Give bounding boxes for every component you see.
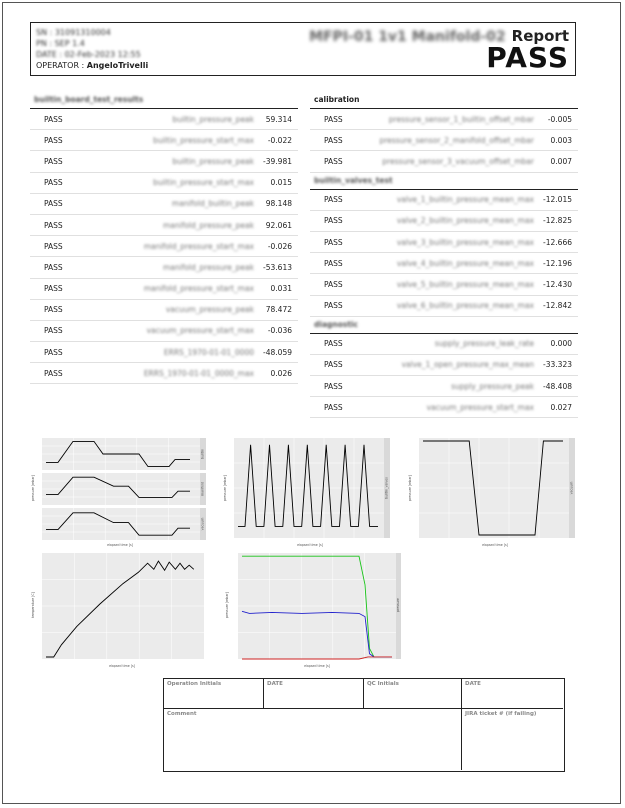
value-cell: -12.430 — [543, 279, 572, 289]
name-cell: vacuum_pressure_peak — [165, 305, 254, 315]
status-cell: PASS — [324, 301, 343, 311]
x-axis-label: elapsed time [s] — [297, 543, 323, 547]
status-cell: PASS — [324, 258, 343, 268]
operator-label: OPERATOR : — [36, 61, 87, 70]
table-row — [30, 363, 298, 384]
diagnostics-title: diagnostic — [310, 317, 578, 334]
table-row — [310, 253, 578, 274]
table-row — [30, 109, 298, 130]
value-cell: -12.196 — [543, 258, 572, 268]
status-cell: PASS — [44, 135, 63, 145]
table-row — [310, 397, 578, 418]
name-cell: valve_2_builtin_pressure_mean_max — [396, 216, 534, 226]
value-cell: -53.613 — [263, 262, 292, 272]
value-cell: -0.036 — [267, 326, 292, 336]
status-cell: PASS — [44, 178, 63, 188]
table-row — [30, 194, 298, 215]
value-cell: 92.061 — [265, 220, 292, 230]
name-cell: builtin_pressure_peak — [172, 156, 254, 166]
name-cell: valve_1_builtin_pressure_mean_max — [396, 195, 534, 205]
value-cell: 98.148 — [265, 199, 292, 209]
facet-label: builtin — [200, 449, 205, 459]
name-cell: valve_3_builtin_pressure_mean_max — [396, 237, 534, 247]
table-row — [310, 151, 578, 172]
name-cell: pressure_sensor_1_builtin_offset_mbar — [388, 114, 534, 124]
y-axis-label: temperature [C] — [31, 592, 35, 618]
table-row — [310, 130, 578, 151]
y-axis-label: pressure [mbar] — [408, 475, 412, 501]
status-cell: PASS — [324, 237, 343, 247]
qc-initials-cell[interactable]: QC Initials — [364, 679, 462, 709]
status-cell: PASS — [44, 220, 63, 230]
name-cell: manifold_pressure_start_max — [143, 284, 254, 294]
x-axis-label: elapsed time [s] — [482, 543, 508, 547]
name-cell: valve_6_builtin_pressure_mean_max — [396, 301, 534, 311]
value-cell: -12.666 — [543, 237, 572, 247]
value-cell: -0.026 — [267, 241, 292, 251]
status-cell: PASS — [324, 339, 343, 349]
part-number: PN : SEP 1.4 — [36, 39, 85, 48]
x-axis-label: elapsed time [s] — [107, 543, 133, 547]
x-axis-label: elapsed time [s] — [304, 664, 330, 668]
value-cell: -0.022 — [267, 135, 292, 145]
name-cell: ERRS_1970-01-01_0000 — [163, 347, 254, 357]
status-cell: PASS — [324, 114, 343, 124]
table-row — [30, 279, 298, 300]
status-cell: PASS — [324, 216, 343, 226]
facet-label: pressure — [396, 598, 400, 612]
table-row — [310, 232, 578, 253]
serial-number: SN : 31091310004 — [36, 28, 111, 37]
name-cell: valve_5_builtin_pressure_mean_max — [396, 279, 534, 289]
value-cell: -33.323 — [543, 360, 572, 370]
chart-vacuum-pressure — [407, 432, 577, 550]
name-cell: supply_pressure_peak — [451, 381, 534, 391]
chart-temperature — [30, 549, 208, 671]
table-row — [310, 274, 578, 295]
header-title — [309, 27, 569, 74]
value-cell: -39.981 — [263, 156, 292, 166]
value-cell: -12.842 — [543, 301, 572, 311]
table-row — [30, 215, 298, 236]
facet-label: vacuum — [569, 481, 574, 495]
name-cell: manifold_pressure_start_max — [143, 241, 254, 251]
facet-label: vacuum — [200, 517, 205, 531]
status-cell: PASS — [324, 195, 343, 205]
status-cell: PASS — [324, 381, 343, 391]
right-results-table — [310, 92, 578, 418]
status-cell: PASS — [324, 360, 343, 370]
name-cell: vacuum_pressure_start_max — [426, 402, 534, 412]
result-badge: PASS — [486, 41, 569, 74]
calibration-title: calibration — [310, 92, 578, 109]
table-row — [30, 173, 298, 194]
status-cell: PASS — [44, 241, 63, 251]
name-cell: pressure_sensor_2_manifold_offset_mbar — [379, 135, 534, 145]
value-cell: 0.031 — [270, 284, 292, 294]
status-cell: PASS — [324, 402, 343, 412]
report-label: Report — [511, 27, 569, 45]
operation-initials-cell[interactable]: Operation Initials — [164, 679, 264, 709]
status-cell: PASS — [44, 284, 63, 294]
value-cell: 78.472 — [265, 305, 292, 315]
name-cell: valve_4_builtin_pressure_mean_max — [396, 258, 534, 268]
status-cell: PASS — [44, 262, 63, 272]
date-cell-1[interactable]: DATE — [264, 679, 364, 709]
table-row — [310, 190, 578, 211]
y-axis-label: pressure [mbar] — [223, 475, 227, 501]
device-model: MFPI-01 1v1 Manifold-02 — [309, 29, 506, 45]
value-cell: 0.015 — [270, 178, 292, 188]
value-cell: 0.003 — [550, 135, 572, 145]
table-row — [310, 334, 578, 355]
table-row — [30, 300, 298, 321]
date-cell-2[interactable]: DATE — [462, 679, 563, 709]
table-row — [30, 342, 298, 363]
name-cell: manifold_builtin_peak — [171, 199, 254, 209]
table-row — [310, 376, 578, 397]
section-title: builtin_board_test_results — [30, 92, 298, 109]
report-header — [30, 22, 576, 76]
operator-name: AngeloTrivelli — [86, 61, 149, 70]
status-cell: PASS — [44, 199, 63, 209]
value-cell: 59.314 — [265, 114, 292, 124]
value-cell: 0.000 — [550, 339, 572, 349]
table-row — [310, 109, 578, 130]
name-cell: supply_pressure_leak_rate — [434, 339, 534, 349]
status-cell: PASS — [324, 279, 343, 289]
name-cell: builtin_pressure_start_max — [153, 135, 254, 145]
facet-label: builtin_valves — [384, 477, 389, 499]
status-cell: PASS — [44, 326, 63, 336]
table-row — [30, 321, 298, 342]
signoff-box — [163, 678, 565, 772]
status-cell: PASS — [44, 347, 63, 357]
status-cell: PASS — [44, 156, 63, 166]
valves-title: builtin_valves_test — [310, 173, 578, 190]
name-cell: manifold_pressure_peak — [162, 220, 254, 230]
facet-label: manifold — [200, 482, 205, 496]
table-row — [310, 355, 578, 376]
table-row — [310, 296, 578, 317]
name-cell: vacuum_pressure_start_max — [146, 326, 254, 336]
comment-cell[interactable]: Comment — [164, 709, 462, 770]
value-cell: -48.059 — [263, 347, 292, 357]
table-row — [30, 130, 298, 151]
test-date: DATE : 02-Feb-2023 12:55 — [36, 50, 141, 59]
name-cell: valve_1_open_pressure_max_mean — [401, 360, 534, 370]
name-cell: builtin_pressure_start_max — [153, 178, 254, 188]
value-cell: -48.408 — [543, 381, 572, 391]
status-cell: PASS — [44, 305, 63, 315]
value-cell: 0.026 — [270, 368, 292, 378]
value-cell: 0.027 — [550, 402, 572, 412]
status-cell: PASS — [44, 114, 63, 124]
operator-line — [36, 60, 148, 71]
value-cell: -0.005 — [547, 114, 572, 124]
name-cell: builtin_pressure_peak — [172, 114, 254, 124]
table-row — [30, 151, 298, 172]
name-cell: pressure_sensor_3_vacuum_offset_mbar — [382, 156, 534, 166]
builtin-results-table — [30, 92, 298, 384]
table-row — [30, 257, 298, 278]
y-axis-label: pressure [mbar] — [225, 592, 229, 618]
header-info — [36, 27, 148, 71]
x-axis-label: elapsed time [s] — [109, 664, 135, 668]
name-cell: manifold_pressure_peak — [162, 262, 254, 272]
y-axis-label: pressure [mbar] — [31, 475, 35, 501]
value-cell: 0.007 — [550, 156, 572, 166]
name-cell: ERRS_1970-01-01_0000_max — [143, 368, 254, 378]
chart-valves-pressure — [222, 432, 392, 550]
status-cell: PASS — [324, 156, 343, 166]
chart-pressure-multi — [222, 549, 402, 671]
value-cell: -12.825 — [543, 216, 572, 226]
table-row — [310, 211, 578, 232]
table-row — [30, 236, 298, 257]
jira-cell[interactable]: JIRA ticket # (if failing) — [465, 711, 537, 717]
chart-pressure-facets — [30, 432, 208, 550]
status-cell: PASS — [324, 135, 343, 145]
value-cell: -12.015 — [543, 195, 572, 205]
status-cell: PASS — [44, 368, 63, 378]
